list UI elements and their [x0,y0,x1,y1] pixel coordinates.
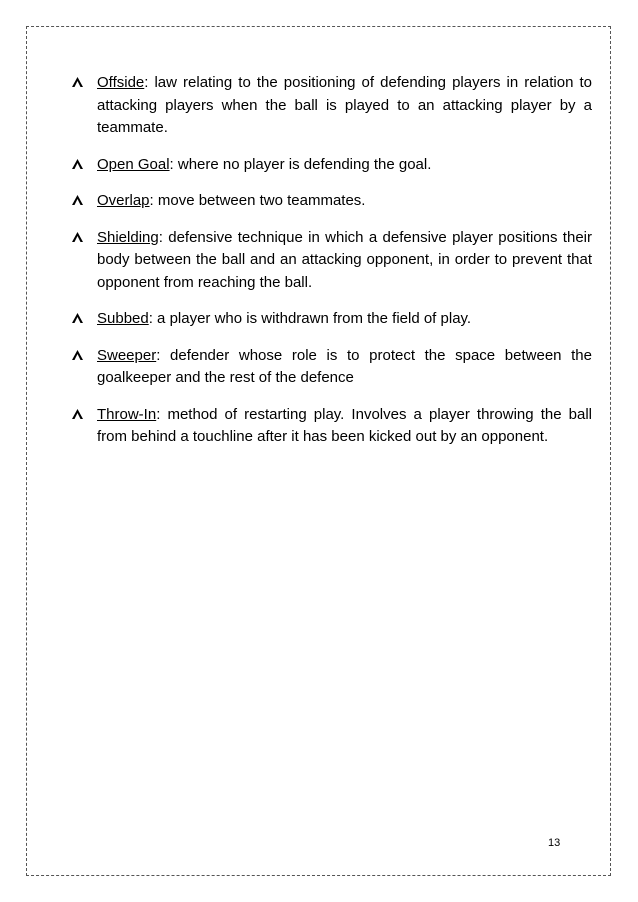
caret-up-icon [72,72,97,94]
glossary-entry [97,190,592,213]
glossary-term: Sweeper [97,346,157,364]
glossary-item-subbed [72,308,592,331]
glossary-term: Overlap [97,192,150,209]
glossary-item-open-goal [72,154,592,177]
page-number: 13 [548,837,561,849]
caret-up-icon [72,345,97,367]
glossary-definition: : where no player is defending the goal. [169,155,432,173]
glossary-item-sweeper [72,345,592,390]
caret-up-icon [72,308,97,330]
glossary-entry [97,154,592,177]
caret-up-icon [72,190,97,212]
glossary-item-throw-in [72,404,592,449]
glossary-item-offside [72,72,592,140]
glossary-entry [97,404,592,449]
caret-up-icon [72,404,97,426]
glossary-definition: : law relating to the positioning of defending players in relation to attacking players when the ball is played to an attacking player by a teammate. [97,74,592,136]
glossary-definition: : defensive technique in which a defensive player positions their body between the ball and an attacking opponent, in order to prevent that opponent from reaching the ball. [97,228,592,291]
glossary-definition: : a player who is withdrawn from the field of play. [148,310,472,327]
glossary-item-shielding [72,227,592,295]
glossary-term: Throw-In [97,405,157,423]
caret-up-icon [72,227,97,249]
glossary-term: Open Goal [97,155,170,173]
glossary-entry [97,227,592,295]
glossary-term: Offside [97,74,145,91]
glossary-list [72,72,592,463]
glossary-term: Shielding [97,228,159,246]
glossary-definition: : defender whose role is to protect the space between the goalkeeper and the rest of the defence [97,346,592,386]
glossary-definition: : method of restarting play. Involves a player throwing the ball from behind a touchline after it has been kicked out by an opponent. [97,405,592,445]
glossary-definition: : move between two teammates. [149,192,366,209]
glossary-entry [97,308,592,331]
glossary-term: Subbed [97,310,149,327]
glossary-entry [97,72,592,140]
caret-up-icon [72,154,97,176]
glossary-entry [97,345,592,390]
glossary-item-overlap [72,190,592,213]
